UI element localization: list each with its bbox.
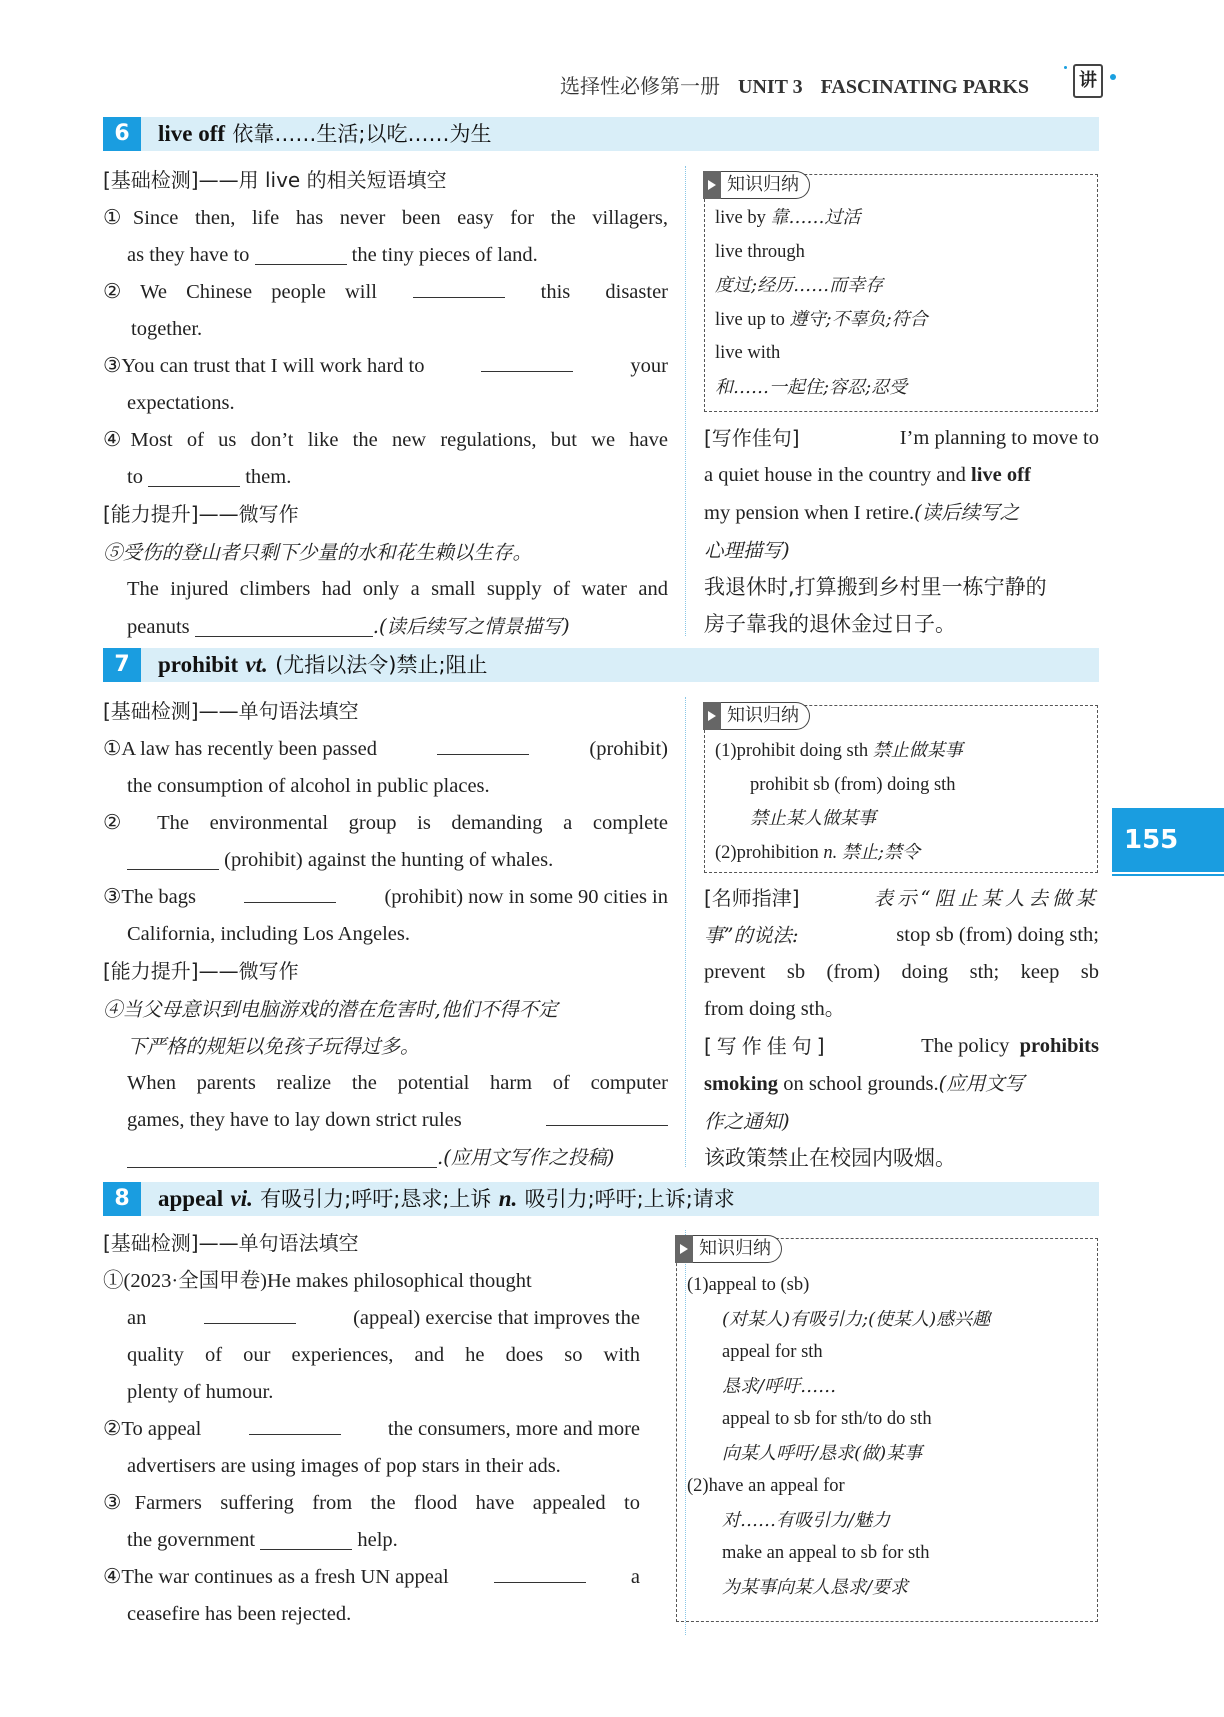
phrase-meaning: (对某人)有吸引力;(使某人)感兴趣: [722, 1308, 991, 1330]
answer-blank[interactable]: [255, 241, 347, 265]
book-icon: 讲: [1073, 64, 1103, 98]
running-header: [560, 70, 1060, 99]
phrase-meaning: 度过;经历……而幸存: [715, 275, 884, 296]
advanced-desc: ——微写作: [198, 959, 299, 983]
question-text: ①A law has recently been passed: [103, 738, 377, 760]
answer-blank[interactable]: [437, 731, 529, 755]
task-note: .(读后续写之情景描写): [372, 615, 570, 638]
writing-label: [写作佳句]: [704, 1034, 830, 1058]
knowledge-box-8: [676, 1238, 1098, 1622]
answer-blank[interactable]: [148, 463, 240, 487]
answer-blank[interactable]: [195, 613, 373, 637]
basic-test-desc: ——单句语法填空: [198, 699, 359, 723]
question-text: (prohibit) against the hunting of whales.: [224, 849, 554, 871]
decor-dot: [1064, 66, 1067, 69]
question-line: quality of our experiences, and he does so with: [127, 1344, 640, 1366]
question-line: ② The environmental group is demanding a complete: [103, 812, 668, 834]
question-text: (prohibit): [589, 738, 668, 760]
teacher-tip: prevent sb (from) doing sth; keep sb: [704, 961, 1099, 983]
section-7-exercises: [103, 693, 668, 1177]
column-divider: [685, 166, 686, 636]
section-number: 8: [103, 1182, 141, 1216]
unit-label: UNIT 3: [738, 76, 803, 98]
phrase: live with: [715, 343, 781, 363]
teacher-tip-label: [名师指津]: [704, 886, 800, 910]
phrase: live up to: [715, 309, 785, 330]
question-line: ④Most of us don’t like the new regulations, but we have: [103, 429, 668, 451]
writing-text: a quiet house in the country and: [704, 464, 966, 486]
question-text: them.: [245, 466, 292, 488]
basic-test-desc: ——单句语法填空: [198, 1231, 359, 1255]
phrase-meaning: 禁止;禁令: [841, 841, 920, 863]
headword: live off: [158, 121, 226, 146]
section-title: [158, 119, 491, 149]
section-6-header: [103, 117, 1099, 151]
question-line: ceasefire has been rejected.: [127, 1603, 352, 1625]
section-number: 6: [103, 117, 141, 151]
headword: prohibit: [158, 652, 239, 677]
basic-test-label: [基础检测]: [103, 168, 199, 192]
headword: appeal: [158, 1186, 224, 1211]
answer-blank[interactable]: [127, 1144, 437, 1168]
part-of-speech: vt.: [245, 652, 268, 677]
translation: 房子靠我的退休金过日子。: [704, 612, 956, 636]
answer-blank[interactable]: [546, 1102, 668, 1126]
question-text: a: [630, 1566, 640, 1588]
headword-meaning: 吸引力;呼吁;上诉;请求: [524, 1187, 735, 1211]
writing-text: on school grounds.: [783, 1073, 939, 1095]
question-text: to: [127, 466, 143, 488]
part-of-speech: n.: [823, 842, 838, 863]
section-6-exercises: [103, 162, 668, 646]
question-text: ② We Chinese people will: [103, 281, 377, 303]
unit-title: FASCINATING PARKS: [820, 76, 1030, 98]
phrase: live by: [715, 208, 766, 228]
phrase-meaning: 对……有吸引力/魅力: [722, 1509, 891, 1531]
question-text: ③The bags: [103, 886, 196, 908]
writing-sentence-6: [704, 420, 1099, 643]
phrase-meaning: 禁止做某事: [872, 740, 963, 761]
writing-label: [写作佳句]: [704, 426, 800, 450]
phrase: (1)appeal to (sb): [687, 1275, 810, 1295]
section-7-header: [103, 648, 1099, 682]
question-line: the consumption of alcohol in public places.: [127, 775, 490, 797]
highlight-phrase: prohibits: [1019, 1035, 1099, 1057]
question-text: the government: [127, 1529, 256, 1551]
basic-test-desc: ——用 live 的相关短语填空: [198, 168, 447, 192]
page-tab-line: [1112, 874, 1224, 876]
translation: 我退休时,打算搬到乡村里一栋宁静的: [704, 575, 1047, 599]
question-text: ③You can trust that I will work hard to: [103, 355, 425, 377]
phrase: (2)have an appeal for: [687, 1476, 845, 1496]
question-line: expectations.: [127, 392, 235, 414]
advanced-desc: ——微写作: [198, 502, 299, 526]
question-text: as they have to: [127, 244, 250, 266]
phrase-meaning: 靠……过活: [770, 207, 861, 228]
task-note: .(应用文写作之投稿): [437, 1146, 615, 1169]
question-text: games, they have to lay down strict rules: [127, 1109, 462, 1131]
section-8-exercises: [103, 1225, 640, 1633]
chinese-prompt: 下严格的规矩以免孩子玩得过多。: [127, 1035, 420, 1058]
phrase: (1)prohibit doing sth: [715, 741, 869, 761]
advanced-label: [能力提升]: [103, 959, 199, 983]
knowledge-box-6: [704, 174, 1098, 412]
question-text: ②To appeal: [103, 1418, 202, 1440]
phrase-meaning: 禁止某人做某事: [750, 808, 876, 829]
task-note: (应用文写: [938, 1072, 1025, 1095]
knowledge-tab: 知识归纳: [703, 702, 810, 730]
page-number: 155: [1112, 808, 1224, 872]
question-line: ①(2023·全国甲卷)He makes philosophical thought: [103, 1270, 532, 1292]
phrase: appeal to sb for sth/to do sth: [722, 1409, 932, 1429]
headword-meaning: 有吸引力;呼吁;恳求;上诉: [260, 1187, 492, 1211]
question-line: advertisers are using images of pop stars in their ads.: [127, 1455, 561, 1477]
writing-text: my pension when I retire.: [704, 502, 915, 524]
answer-blank[interactable]: [204, 1300, 296, 1324]
part-of-speech: n.: [498, 1186, 518, 1211]
translation: 该政策禁止在校园内吸烟。: [704, 1146, 956, 1170]
phrase-meaning: 恳求/呼吁……: [722, 1375, 837, 1397]
phrase: (2)prohibition: [715, 842, 819, 863]
question-text: ④The war continues as a fresh UN appeal: [103, 1566, 449, 1588]
question-text: help.: [357, 1529, 398, 1551]
section-title: [158, 650, 488, 680]
teacher-tip: 表示“阻止某人去做某: [873, 887, 1099, 910]
question-line: ①Since then, life has never been easy for the villagers,: [103, 207, 668, 229]
phrase-meaning: 遵守;不辜负;符合: [789, 308, 928, 330]
book-title: 选择性必修第一册: [560, 74, 720, 98]
basic-test-label: [基础检测]: [103, 1231, 199, 1255]
phrase: make an appeal to sb for sth: [722, 1543, 930, 1563]
decor-dot: [1110, 74, 1116, 80]
question-line: together.: [131, 318, 203, 340]
answer-blank[interactable]: [260, 1526, 352, 1550]
column-divider: [685, 697, 686, 1167]
headword-meaning: (尤指以法令)禁止;阻止: [275, 653, 488, 677]
chinese-prompt: ④当父母意识到电脑游戏的潜在危害时,他们不得不定: [103, 998, 558, 1021]
question-line: ③Farmers suffering from the flood have appealed to: [103, 1492, 640, 1514]
teacher-tip: 事”的说法:: [704, 924, 799, 947]
answer-blank[interactable]: [249, 1411, 341, 1435]
section-title: [158, 1184, 735, 1214]
section-number: 7: [103, 648, 141, 682]
answer-blank[interactable]: [481, 348, 573, 372]
basic-test-label: [基础检测]: [103, 699, 199, 723]
highlight-phrase: live off: [971, 464, 1031, 486]
task-note: (读后续写之: [914, 501, 1020, 524]
phrase-meaning: 为某事向某人恳求/要求: [722, 1576, 909, 1598]
answer-blank[interactable]: [244, 879, 336, 903]
headword-meaning: 依靠……生活;以吃……为生: [232, 122, 492, 146]
question-text: an: [127, 1307, 147, 1329]
chinese-prompt: ⑤受伤的登山者只剩下少量的水和花生赖以生存。: [103, 541, 533, 564]
question-text: (prohibit) now in some 90 cities in: [384, 886, 668, 908]
task-note: 心理描写): [704, 539, 790, 562]
question-line: The injured climbers had only a small supply of water and: [127, 578, 668, 600]
part-of-speech: vi.: [230, 1186, 253, 1211]
question-text: the tiny pieces of land.: [351, 244, 538, 266]
answer-blank[interactable]: [413, 274, 505, 298]
knowledge-box-7: [704, 705, 1098, 873]
question-text: this disaster: [540, 281, 668, 303]
phrase: prohibit sb (from) doing sth: [750, 774, 956, 795]
question-line: California, including Los Angeles.: [127, 923, 410, 945]
phrase-meaning: 向某人呼吁/恳求(做)某事: [722, 1442, 923, 1464]
task-note: 作之通知): [704, 1110, 790, 1133]
question-text: your: [630, 355, 668, 377]
knowledge-tab: 知识归纳: [675, 1235, 782, 1263]
phrase: live through: [715, 241, 805, 262]
teacher-tip: from doing sth。: [704, 998, 846, 1020]
question-text: peanuts: [127, 616, 190, 638]
teacher-tip: stop sb (from) doing sth;: [896, 924, 1099, 946]
question-line: When parents realize the potential harm of computer: [127, 1072, 668, 1094]
question-text: the consumers, more and more: [387, 1418, 640, 1440]
answer-blank[interactable]: [127, 846, 219, 870]
section-8-header: [103, 1182, 1099, 1216]
tips-and-writing-7: [704, 880, 1099, 1177]
phrase: appeal for sth: [722, 1342, 823, 1362]
knowledge-tab: 知识归纳: [703, 171, 810, 199]
advanced-label: [能力提升]: [103, 502, 199, 526]
writing-text: The policy: [921, 1035, 1010, 1057]
question-text: (appeal) exercise that improves the: [353, 1307, 640, 1329]
answer-blank[interactable]: [494, 1559, 586, 1583]
question-line: plenty of humour.: [127, 1381, 274, 1403]
highlight-phrase: smoking: [704, 1073, 779, 1095]
phrase-meaning: 和……一起住;容忍;忍受: [715, 376, 908, 398]
writing-text: I’m planning to move to: [899, 427, 1099, 449]
